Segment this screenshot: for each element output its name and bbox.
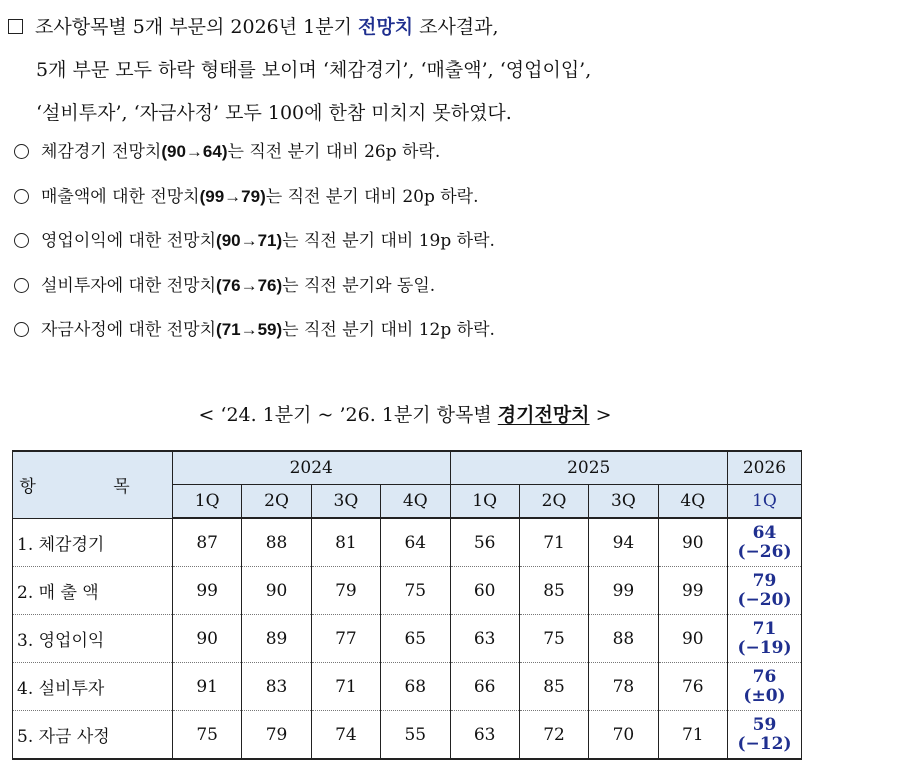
table-cell: 55 [381, 711, 450, 760]
bullet-item [14, 219, 894, 264]
table-cell: 71 [658, 711, 727, 760]
bullet-text: 설비투자에 대한 전망치 [41, 275, 217, 296]
table-cell: 94 [589, 518, 658, 567]
table-cell: 79 [311, 567, 380, 615]
current-value-cell [728, 567, 802, 615]
table-cell: 99 [173, 567, 242, 615]
forecast-table [12, 450, 802, 760]
bullet-item [14, 175, 894, 220]
current-value: 64 [752, 522, 777, 543]
table-cell: 70 [589, 711, 658, 760]
intro-line-1-pre: 조사항목별 5개 부문의 2026년 1분기 [35, 16, 358, 38]
bullet-list [14, 130, 894, 353]
change-value: (−19) [737, 637, 792, 658]
table-cell: 74 [311, 711, 380, 760]
bullet-text: 는 직전 분기와 동일. [282, 275, 436, 296]
table-cell: 87 [173, 518, 242, 567]
table-caption [0, 400, 810, 427]
table-cell: 90 [242, 567, 311, 615]
row-label: 5. 자금 사정 [13, 711, 173, 760]
intro-paragraph [8, 6, 898, 135]
bullet-text: 는 직전 분기 대비 19p 하락. [282, 231, 495, 251]
quarter-header: 3Q [589, 485, 658, 519]
circle-bullet-icon [14, 189, 29, 204]
bullet-text: 자금사정에 대한 전망치 [41, 320, 217, 340]
change-value: (−26) [737, 541, 792, 562]
table-cell: 56 [450, 518, 519, 567]
bullet-text: 영업이익에 대한 전망치 [41, 231, 217, 251]
table-cell: 63 [450, 711, 519, 760]
quarter-header: 4Q [381, 485, 450, 519]
current-value: 71 [752, 618, 777, 639]
table-cell: 88 [589, 615, 658, 663]
year-header-2024: 2024 [173, 451, 451, 485]
table-cell: 77 [311, 615, 380, 663]
bullet-figure: (90→64) [161, 142, 228, 161]
table-cell: 79 [242, 711, 311, 760]
quarter-header: 3Q [311, 485, 380, 519]
table-cell: 83 [242, 663, 311, 711]
table-cell: 81 [311, 518, 380, 567]
circle-bullet-icon [14, 144, 29, 159]
intro-line-2: 5개 부문 모두 하락 형태를 보이며 ‘체감경기’, ‘매출액’, ‘영업이입’, [36, 59, 592, 81]
table-cell: 76 [658, 663, 727, 711]
quarter-header: 1Q [173, 485, 242, 519]
bullet-text: 는 직전 분기 대비 12p 하락. [282, 320, 495, 340]
table-cell: 89 [242, 615, 311, 663]
bullet-item [14, 130, 894, 175]
table-cell: 71 [519, 518, 588, 567]
table-cell: 66 [450, 663, 519, 711]
current-value: 59 [752, 714, 777, 735]
bullet-item [14, 264, 894, 309]
bullet-text: 체감경기 전망치 [41, 142, 162, 162]
table-row [13, 567, 802, 615]
table-cell: 99 [589, 567, 658, 615]
table-row [13, 615, 802, 663]
item-header-text: 항 목 [19, 477, 166, 498]
bullet-figure: (76→76) [216, 275, 283, 295]
item-header [13, 451, 173, 518]
current-value: 79 [752, 570, 777, 591]
current-value-cell [728, 711, 802, 760]
row-label: 2. 매 출 액 [13, 567, 173, 615]
current-value-cell [728, 518, 802, 567]
intro-line-1-post: 조사결과, [413, 16, 499, 38]
bullet-figure: (71→59) [216, 320, 283, 339]
table-cell: 90 [658, 518, 727, 567]
year-header-2026: 2026 [728, 451, 802, 485]
current-value: 76 [752, 666, 777, 687]
checkbox-square-icon [8, 19, 23, 34]
table-cell: 64 [381, 518, 450, 567]
table-cell: 60 [450, 567, 519, 615]
table-cell: 75 [519, 615, 588, 663]
table-cell: 90 [173, 615, 242, 663]
bullet-text: 매출액에 대한 전망치 [41, 186, 200, 207]
change-value: (±0) [743, 685, 786, 706]
intro-line-1 [8, 6, 898, 49]
quarter-header: 2Q [242, 485, 311, 519]
current-value-cell [728, 615, 802, 663]
table-cell: 78 [589, 663, 658, 711]
table-row [13, 663, 802, 711]
table-cell: 75 [381, 567, 450, 615]
table-cell: 71 [311, 663, 380, 711]
table-cell: 85 [519, 567, 588, 615]
row-label: 1. 체감경기 [13, 518, 173, 567]
quarter-header: 4Q [658, 485, 727, 519]
table-cell: 90 [658, 615, 727, 663]
table-cell: 63 [450, 615, 519, 663]
quarter-header: 1Q [450, 485, 519, 519]
bullet-figure: (90→71) [216, 231, 283, 250]
bullet-item [14, 308, 894, 353]
change-value: (−12) [737, 733, 792, 754]
year-header-2025: 2025 [450, 451, 728, 485]
quarter-header-current: 1Q [728, 485, 802, 519]
table-cell: 88 [242, 518, 311, 567]
bullet-figure: (99→79) [199, 186, 266, 206]
caption-text: < ‘24. 1분기 ~ ’26. 1분기 항목별 [198, 404, 498, 426]
intro-line-3: ‘설비투자’, ‘자금사정’ 모두 100에 한참 미치지 못하였다. [36, 102, 512, 124]
row-label: 4. 설비투자 [13, 663, 173, 711]
table-cell: 68 [381, 663, 450, 711]
current-value-cell [728, 663, 802, 711]
circle-bullet-icon [14, 278, 29, 293]
table-cell: 85 [519, 663, 588, 711]
intro-emphasis: 전망치 [357, 16, 414, 38]
table-row [13, 518, 802, 567]
quarter-header: 2Q [519, 485, 588, 519]
table-cell: 72 [519, 711, 588, 760]
circle-bullet-icon [14, 322, 29, 337]
change-value: (−20) [737, 589, 792, 610]
caption-emphasis: 경기전망치 [497, 404, 590, 426]
circle-bullet-icon [14, 233, 29, 248]
table-cell: 99 [658, 567, 727, 615]
table-row [13, 711, 802, 760]
bullet-text: 는 직전 분기 대비 20p 하락. [265, 186, 479, 207]
row-label: 3. 영업이익 [13, 615, 173, 663]
table-cell: 65 [381, 615, 450, 663]
bullet-text: 는 직전 분기 대비 26p 하락. [227, 142, 441, 162]
table-cell: 91 [173, 663, 242, 711]
table-cell: 75 [173, 711, 242, 760]
caption-text: > [589, 404, 612, 426]
